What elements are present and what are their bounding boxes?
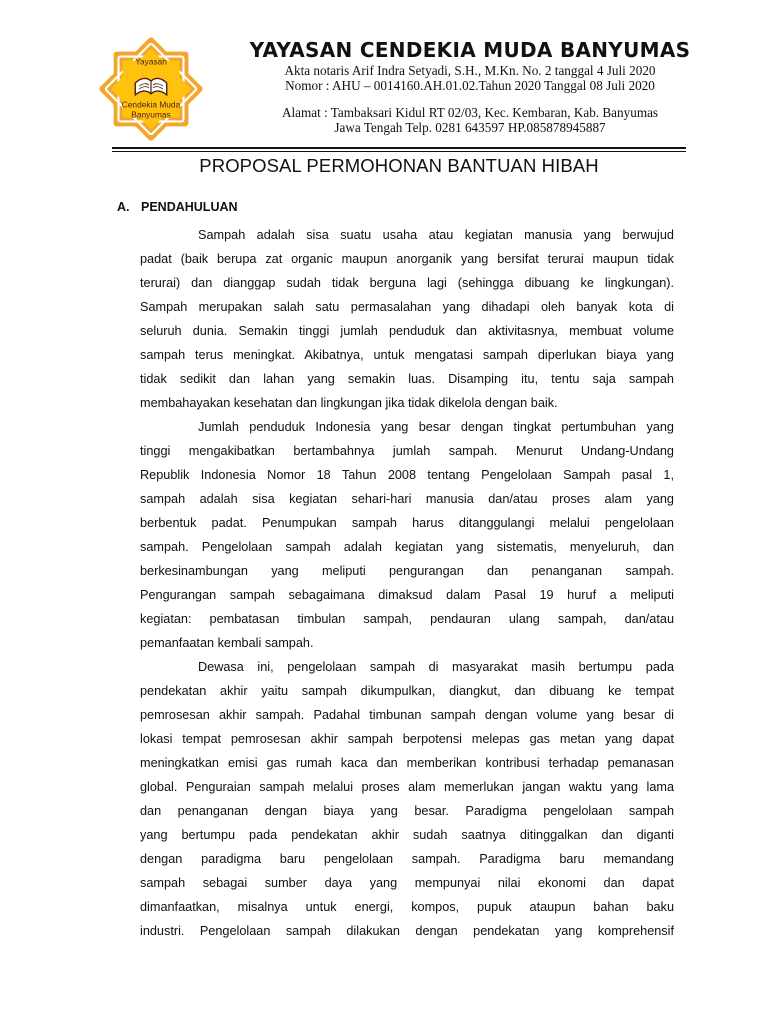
body-line: seluruh dunia. Semakin tinggi jumlah penduduk dan aktivitasnya, membuat volume: [140, 324, 674, 338]
body-line: pendekatan akhir yaitu sampah dikumpulkan, diangkut, dan dibuang ke tempat: [140, 684, 674, 698]
document-title: PROPOSAL PERMOHONAN BANTUAN HIBAH: [199, 155, 599, 176]
foundation-logo: [92, 30, 210, 148]
section-title: PENDAHULUAN: [141, 200, 238, 214]
body-line: global. Penguraian sampah melalui proses alam memerlukan jangan waktu yang lama: [140, 780, 674, 794]
body-line: yang bertumpu pada pendekatan akhir sudah saatnya ditinggalkan dan diganti: [140, 828, 674, 842]
body-line: sampah terus meningkat. Akibatnya, untuk mengatasi sampah diperlukan biaya yang: [140, 348, 674, 362]
letterhead-rule-thick: [112, 147, 686, 149]
body-line: Dewasa ini, pengelolaan sampah di masyarakat masih bertumpu pada: [198, 660, 674, 674]
body-line: Republik Indonesia Nomor 18 Tahun 2008 tentang Pengelolaan Sampah pasal 1,: [140, 468, 674, 482]
body-line: Jumlah penduduk Indonesia yang besar dengan tingkat pertumbuhan yang: [198, 420, 674, 434]
body-line: sampah sebagai sumber daya yang mempunyai nilai ekonomi dan dapat: [140, 876, 674, 890]
body-line: tinggi mengakibatkan bertambahnya jumlah sampah. Menurut Undang-Undang: [140, 444, 674, 458]
registration-number-line: Nomor : AHU – 0014160.AH.01.02.Tahun 2020 Tanggal 08 Juli 2020: [285, 78, 655, 93]
section-number: A.: [117, 200, 130, 214]
body-line: dan penanganan dengan biaya yang besar. Paradigma pengelolaan sampah: [140, 804, 674, 818]
address-line: Alamat : Tambaksari Kidul RT 02/03, Kec. Kembaran, Kab. Banyumas: [281, 105, 659, 120]
logo-text-middle: Cendekia Muda: [121, 99, 181, 110]
body-line: Sampah merupakan salah satu permasalahan yang dihadapi oleh banyak kota di: [140, 300, 674, 314]
notary-line: Akta notaris Arif Indra Setyadi, S.H., M.Kn. No. 2 tanggal 4 Juli 2020: [284, 63, 656, 78]
body-line: industri. Pengelolaan sampah dilakukan dengan pendekatan yang komprehensif: [140, 924, 674, 938]
body-line: dimanfaatkan, misalnya untuk energi, kompos, pupuk ataupun bahan baku: [140, 900, 674, 914]
logo-text-bottom: Banyumas: [131, 109, 171, 120]
body-line: padat (baik berupa zat organic maupun anorganik yang bersifat terurai maupun tidak: [140, 252, 674, 266]
body-line: kegiatan: pembatasan timbulan sampah, pendauran ulang sampah, dan/atau: [140, 612, 674, 626]
contact-line: Jawa Tengah Telp. 0281 643597 HP.085878945887: [334, 120, 606, 135]
body-line: sampah adalah sisa kegiatan sehari-hari manusia dan/atau proses alam yang: [140, 492, 674, 506]
body-line: Pengurangan sampah sebagaimana dimaksud dalam Pasal 19 huruf a meliputi: [140, 588, 674, 602]
body-line: berbentuk padat. Penumpukan sampah harus ditanggulangi melalui pengelolaan: [140, 516, 674, 530]
body-line: berkesinambungan yang meliputi pengurangan dan penanganan sampah.: [140, 564, 674, 578]
logo-text-top: Yayasan: [135, 56, 167, 67]
book-icon: [135, 78, 166, 95]
body-line: terurai) dan dianggap sudah tidak berguna lagi (sehingga dibuang ke lingkungan).: [140, 276, 674, 290]
body-line: sampah. Pengelolaan sampah adalah kegiatan yang sistematis, menyeluruh, dan: [140, 540, 674, 554]
body-line: meningkatkan emisi gas rumah kaca dan memberikan kontribusi terhadap pemanasan: [140, 756, 674, 770]
body-line: lokasi tempat pemrosesan akhir sampah berpotensi melepas gas metan yang dapat: [140, 732, 674, 746]
letterhead-rule-thin: [112, 151, 686, 152]
section-heading: [117, 200, 238, 214]
body-line: Sampah adalah sisa suatu usaha atau kegiatan manusia yang berwujud: [198, 228, 674, 242]
body-line: pemanfaatan kembali sampah.: [140, 636, 314, 650]
body-line: membahayakan kesehatan dan lingkungan jika tidak dikelola dengan baik.: [140, 396, 558, 410]
body-line: dengan paradigma baru pengelolaan sampah. Paradigma baru memandang: [140, 852, 674, 866]
body-line: pemrosesan akhir sampah. Padahal timbunan sampah dengan volume yang besar di: [140, 708, 674, 722]
organization-name: YAYASAN CENDEKIA MUDA BANYUMAS: [249, 38, 691, 62]
body-line: tidak sedikit dan lahan yang semakin luas. Disamping itu, tentu saja sampah: [140, 372, 674, 386]
